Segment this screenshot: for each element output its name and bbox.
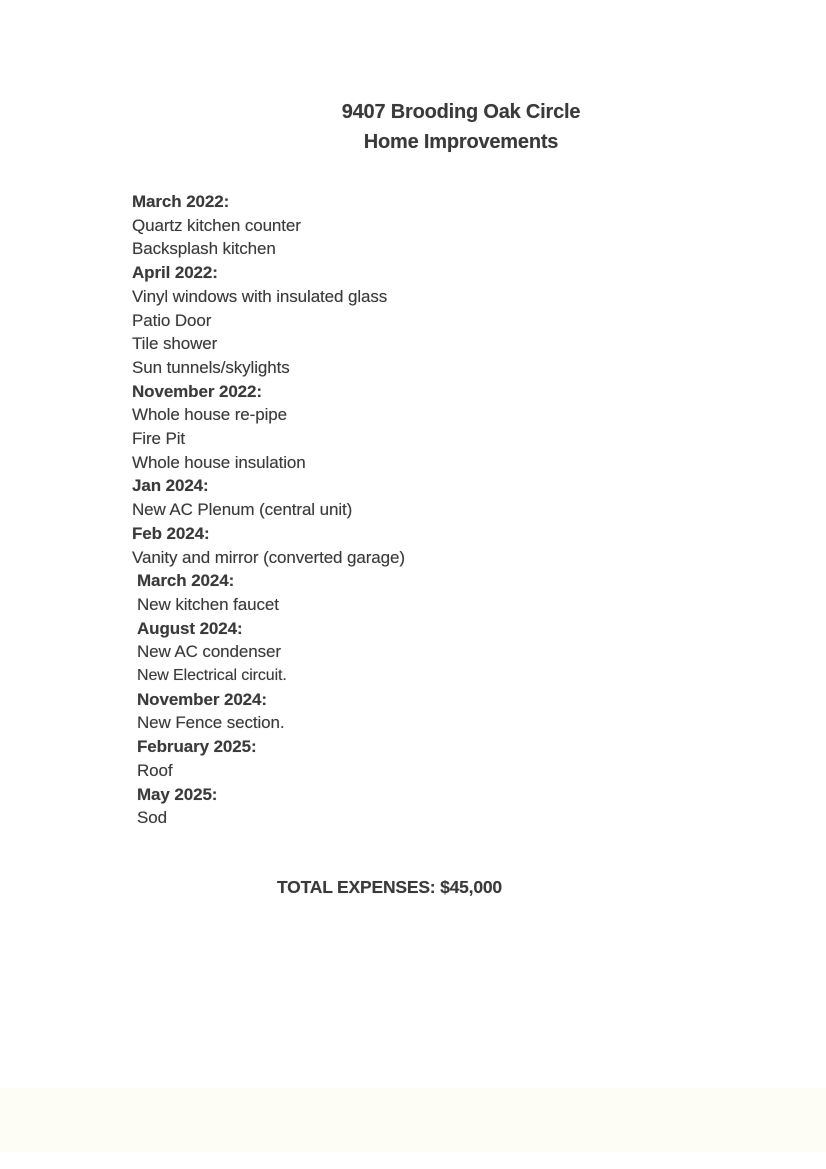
improvement-item: Patio Door bbox=[132, 310, 212, 330]
scan-artifact-band bbox=[0, 1088, 826, 1152]
improvement-item: Quartz kitchen counter bbox=[132, 215, 301, 235]
improvement-item: New AC condenser bbox=[137, 642, 281, 662]
improvement-item: Backsplash kitchen bbox=[132, 239, 276, 259]
date-heading: February 2025: bbox=[137, 737, 257, 757]
date-heading: November 2022: bbox=[132, 381, 262, 401]
date-heading: March 2024: bbox=[137, 571, 235, 591]
date-heading: May 2025: bbox=[137, 784, 218, 804]
improvement-item: Whole house re-pipe bbox=[132, 405, 287, 425]
improvement-item: Whole house insulation bbox=[132, 452, 306, 472]
date-heading: March 2022: bbox=[132, 192, 230, 211]
improvement-item: Sod bbox=[137, 808, 167, 828]
total-expenses: TOTAL EXPENSES: $45,000 bbox=[277, 877, 502, 897]
document-title bbox=[96, 97, 826, 157]
improvement-item: Vinyl windows with insulated glass bbox=[132, 286, 388, 306]
improvement-item: Tile shower bbox=[132, 334, 218, 354]
date-heading: April 2022: bbox=[132, 263, 218, 283]
improvement-item: Fire Pit bbox=[132, 429, 186, 449]
improvement-item: Roof bbox=[137, 760, 173, 780]
date-heading: Jan 2024: bbox=[132, 476, 209, 496]
improvement-item: New AC Plenum (central unit) bbox=[132, 500, 353, 520]
date-heading: August 2024: bbox=[137, 618, 243, 638]
improvements-list bbox=[132, 190, 692, 830]
title-address: 9407 Brooding Oak Circle bbox=[341, 101, 581, 123]
improvement-item: Vanity and mirror (converted garage) bbox=[132, 547, 405, 567]
improvement-item: New Fence section. bbox=[137, 713, 285, 733]
date-heading: Feb 2024: bbox=[132, 523, 210, 543]
title-subtitle: Home Improvements bbox=[363, 131, 559, 153]
improvement-item: New Electrical circuit. bbox=[137, 667, 287, 685]
improvement-item: Sun tunnels/skylights bbox=[132, 357, 290, 377]
date-heading: November 2024: bbox=[137, 689, 267, 709]
improvement-item: New kitchen faucet bbox=[137, 594, 279, 614]
